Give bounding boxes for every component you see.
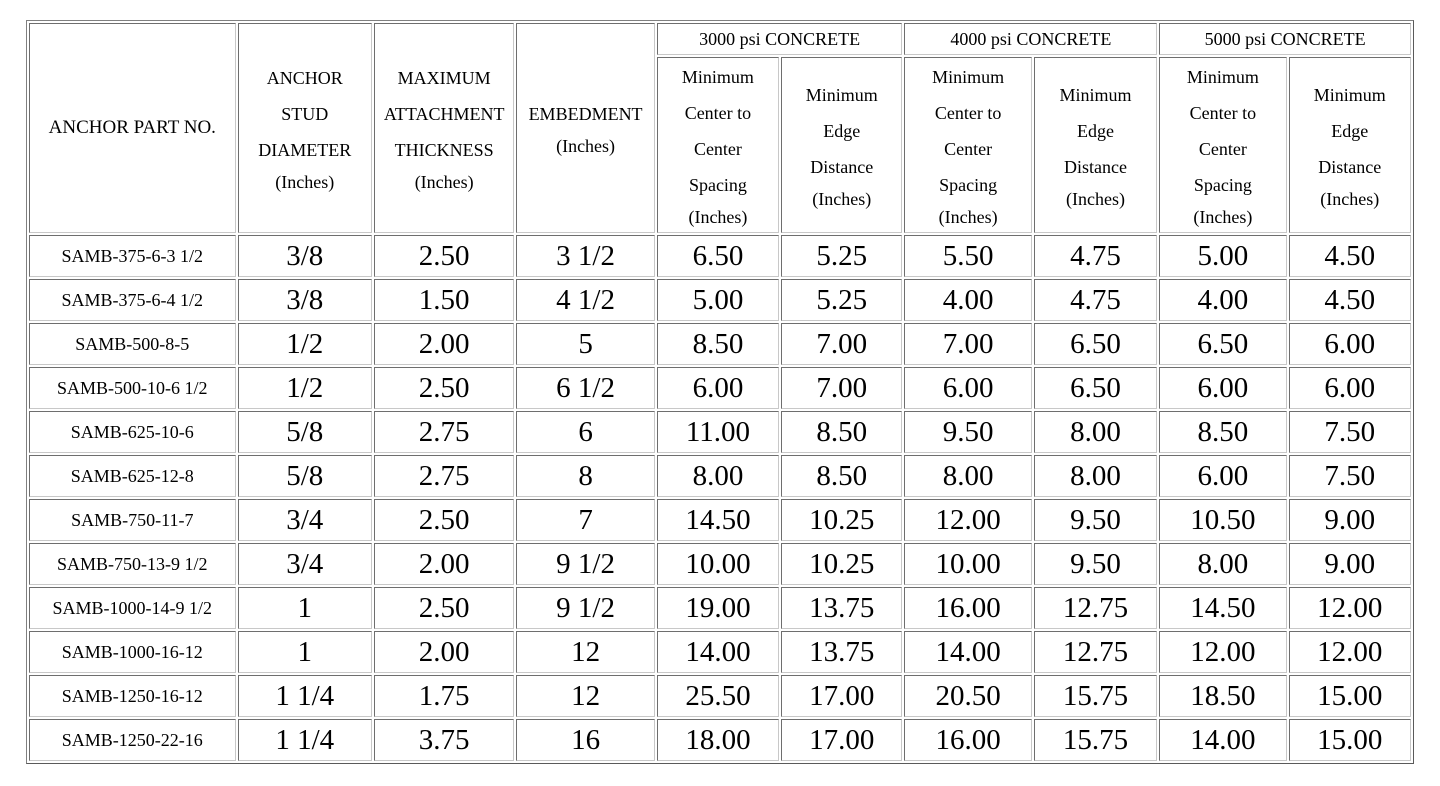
header-spacing-unit: (Inches) — [1193, 207, 1253, 227]
cell-edge-3000: 17.00 — [781, 675, 902, 717]
anchor-spec-table-wrapper — [26, 20, 1414, 764]
cell-max-attachment: 2.00 — [374, 323, 514, 365]
cell-stud-diameter: 5/8 — [238, 411, 372, 453]
cell-max-attachment: 2.50 — [374, 367, 514, 409]
cell-spacing-3000: 25.50 — [657, 675, 779, 717]
cell-max-attachment: 2.50 — [374, 235, 514, 277]
cell-edge-4000: 4.75 — [1034, 235, 1157, 277]
header-spacing-line: Center — [1198, 139, 1247, 159]
cell-edge-5000: 15.00 — [1289, 719, 1411, 761]
cell-spacing-3000: 6.00 — [657, 367, 779, 409]
header-edge-line: Distance — [1318, 157, 1382, 177]
cell-embedment: 3 1/2 — [516, 235, 654, 277]
header-spacing-line: Spacing — [1193, 175, 1252, 195]
cell-spacing-4000: 20.50 — [904, 675, 1031, 717]
table-row — [29, 279, 1411, 321]
header-edge-5000 — [1289, 57, 1411, 233]
cell-spacing-4000: 14.00 — [904, 631, 1031, 673]
header-spacing-line: Center to — [684, 103, 752, 123]
header-stud-diameter-unit: (Inches) — [275, 172, 335, 192]
cell-spacing-3000: 14.50 — [657, 499, 779, 541]
header-embedment-unit: (Inches) — [556, 136, 616, 156]
cell-edge-3000: 5.25 — [781, 279, 902, 321]
cell-spacing-3000: 8.50 — [657, 323, 779, 365]
cell-stud-diameter: 1 1/4 — [238, 675, 372, 717]
cell-max-attachment: 1.50 — [374, 279, 514, 321]
cell-max-attachment: 2.00 — [374, 543, 514, 585]
table-row — [29, 543, 1411, 585]
cell-max-attachment: 3.75 — [374, 719, 514, 761]
cell-spacing-4000: 9.50 — [904, 411, 1031, 453]
cell-spacing-3000: 5.00 — [657, 279, 779, 321]
cell-edge-5000: 9.00 — [1289, 543, 1411, 585]
cell-edge-4000: 15.75 — [1034, 675, 1157, 717]
header-max-attachment-line: ATTACHMENT — [383, 104, 505, 124]
cell-stud-diameter: 1 — [238, 631, 372, 673]
header-edge-line: Minimum — [805, 85, 878, 105]
header-edge-line: Minimum — [1313, 85, 1386, 105]
cell-stud-diameter: 3/8 — [238, 235, 372, 277]
cell-embedment: 12 — [516, 675, 654, 717]
cell-spacing-5000: 18.50 — [1159, 675, 1286, 717]
header-spacing-5000 — [1159, 57, 1286, 233]
table-row — [29, 719, 1411, 761]
cell-spacing-4000: 7.00 — [904, 323, 1031, 365]
cell-edge-3000: 8.50 — [781, 455, 902, 497]
cell-part-no: SAMB-375-6-3 1/2 — [29, 235, 236, 277]
cell-spacing-4000: 5.50 — [904, 235, 1031, 277]
header-edge-line: Minimum — [1059, 85, 1132, 105]
cell-stud-diameter: 1/2 — [238, 367, 372, 409]
header-embedment-line: EMBEDMENT — [528, 104, 643, 124]
cell-embedment: 6 1/2 — [516, 367, 654, 409]
header-spacing-line: Minimum — [681, 67, 754, 87]
cell-edge-3000: 17.00 — [781, 719, 902, 761]
cell-edge-3000: 7.00 — [781, 323, 902, 365]
table-row — [29, 675, 1411, 717]
cell-part-no: SAMB-625-10-6 — [29, 411, 236, 453]
cell-embedment: 9 1/2 — [516, 543, 654, 585]
cell-edge-4000: 8.00 — [1034, 411, 1157, 453]
header-edge-line: Distance — [1064, 157, 1127, 177]
cell-edge-5000: 12.00 — [1289, 631, 1411, 673]
cell-embedment: 9 1/2 — [516, 587, 654, 629]
cell-embedment: 5 — [516, 323, 654, 365]
header-spacing-unit: (Inches) — [938, 207, 998, 227]
cell-embedment: 4 1/2 — [516, 279, 654, 321]
header-group-5000psi: 5000 psi CONCRETE — [1159, 23, 1411, 55]
header-spacing-line: Minimum — [1186, 67, 1259, 87]
cell-max-attachment: 2.75 — [374, 411, 514, 453]
header-part-no: ANCHOR PART NO. — [29, 23, 236, 233]
cell-max-attachment: 2.00 — [374, 631, 514, 673]
cell-spacing-5000: 14.50 — [1159, 587, 1286, 629]
cell-spacing-4000: 4.00 — [904, 279, 1031, 321]
cell-spacing-4000: 10.00 — [904, 543, 1031, 585]
header-edge-unit: (Inches) — [1320, 189, 1380, 209]
table-row — [29, 367, 1411, 409]
cell-spacing-5000: 4.00 — [1159, 279, 1286, 321]
header-edge-3000 — [781, 57, 902, 233]
header-edge-unit: (Inches) — [1066, 189, 1125, 209]
cell-spacing-3000: 8.00 — [657, 455, 779, 497]
cell-part-no: SAMB-750-13-9 1/2 — [29, 543, 236, 585]
table-row — [29, 455, 1411, 497]
cell-spacing-3000: 6.50 — [657, 235, 779, 277]
cell-spacing-3000: 18.00 — [657, 719, 779, 761]
cell-edge-5000: 6.00 — [1289, 323, 1411, 365]
header-stud-diameter-line: STUD — [281, 104, 329, 124]
cell-spacing-5000: 10.50 — [1159, 499, 1286, 541]
cell-max-attachment: 2.50 — [374, 587, 514, 629]
header-group-4000psi: 4000 psi CONCRETE — [904, 23, 1157, 55]
cell-embedment: 8 — [516, 455, 654, 497]
table-row — [29, 587, 1411, 629]
cell-stud-diameter: 3/4 — [238, 543, 372, 585]
cell-edge-3000: 10.25 — [781, 499, 902, 541]
cell-edge-4000: 15.75 — [1034, 719, 1157, 761]
header-spacing-line: Spacing — [688, 175, 747, 195]
cell-max-attachment: 1.75 — [374, 675, 514, 717]
header-stud-diameter-line: ANCHOR — [266, 68, 343, 88]
cell-edge-4000: 9.50 — [1034, 543, 1157, 585]
cell-spacing-5000: 8.00 — [1159, 543, 1286, 585]
cell-edge-3000: 5.25 — [781, 235, 902, 277]
cell-edge-3000: 10.25 — [781, 543, 902, 585]
header-max-attachment-line: THICKNESS — [394, 140, 494, 160]
header-spacing-line: Center — [944, 139, 993, 159]
cell-part-no: SAMB-375-6-4 1/2 — [29, 279, 236, 321]
cell-spacing-5000: 6.00 — [1159, 455, 1286, 497]
header-group-3000psi: 3000 psi CONCRETE — [657, 23, 903, 55]
anchor-spec-table — [26, 20, 1414, 764]
header-stud-diameter — [238, 23, 372, 233]
cell-spacing-5000: 14.00 — [1159, 719, 1286, 761]
cell-edge-3000: 13.75 — [781, 587, 902, 629]
cell-edge-4000: 6.50 — [1034, 323, 1157, 365]
header-edge-line: Distance — [810, 157, 874, 177]
cell-part-no: SAMB-500-8-5 — [29, 323, 236, 365]
header-spacing-line: Center — [693, 139, 742, 159]
cell-spacing-5000: 5.00 — [1159, 235, 1286, 277]
cell-part-no: SAMB-1000-14-9 1/2 — [29, 587, 236, 629]
header-spacing-line: Spacing — [939, 175, 998, 195]
cell-edge-4000: 12.75 — [1034, 587, 1157, 629]
header-stud-diameter-line: DIAMETER — [258, 140, 352, 160]
cell-spacing-4000: 16.00 — [904, 719, 1031, 761]
cell-edge-4000: 8.00 — [1034, 455, 1157, 497]
cell-spacing-5000: 12.00 — [1159, 631, 1286, 673]
cell-spacing-4000: 6.00 — [904, 367, 1031, 409]
cell-edge-5000: 6.00 — [1289, 367, 1411, 409]
header-max-attachment-line: MAXIMUM — [397, 68, 491, 88]
header-edge-unit: (Inches) — [812, 189, 872, 209]
cell-spacing-3000: 10.00 — [657, 543, 779, 585]
cell-edge-3000: 7.00 — [781, 367, 902, 409]
header-spacing-line: Center to — [934, 103, 1002, 123]
cell-spacing-3000: 14.00 — [657, 631, 779, 673]
cell-embedment: 7 — [516, 499, 654, 541]
header-edge-line: Edge — [823, 121, 861, 141]
cell-stud-diameter: 1/2 — [238, 323, 372, 365]
cell-max-attachment: 2.50 — [374, 499, 514, 541]
cell-edge-4000: 4.75 — [1034, 279, 1157, 321]
table-row — [29, 631, 1411, 673]
cell-spacing-5000: 6.00 — [1159, 367, 1286, 409]
cell-spacing-4000: 12.00 — [904, 499, 1031, 541]
cell-edge-5000: 15.00 — [1289, 675, 1411, 717]
header-edge-4000 — [1034, 57, 1157, 233]
header-spacing-3000 — [657, 57, 779, 233]
cell-stud-diameter: 1 1/4 — [238, 719, 372, 761]
header-edge-line: Edge — [1331, 121, 1369, 141]
table-row — [29, 235, 1411, 277]
table-row — [29, 323, 1411, 365]
header-max-attachment — [374, 23, 514, 233]
cell-part-no: SAMB-625-12-8 — [29, 455, 236, 497]
cell-stud-diameter: 3/8 — [238, 279, 372, 321]
cell-spacing-3000: 11.00 — [657, 411, 779, 453]
cell-spacing-5000: 8.50 — [1159, 411, 1286, 453]
header-edge-line: Edge — [1077, 121, 1114, 141]
cell-part-no: SAMB-1250-22-16 — [29, 719, 236, 761]
cell-spacing-3000: 19.00 — [657, 587, 779, 629]
cell-spacing-4000: 16.00 — [904, 587, 1031, 629]
cell-edge-5000: 12.00 — [1289, 587, 1411, 629]
cell-part-no: SAMB-1250-16-12 — [29, 675, 236, 717]
header-embedment — [516, 23, 654, 233]
cell-stud-diameter: 1 — [238, 587, 372, 629]
cell-edge-5000: 4.50 — [1289, 235, 1411, 277]
cell-edge-4000: 9.50 — [1034, 499, 1157, 541]
table-row — [29, 499, 1411, 541]
table-row — [29, 411, 1411, 453]
cell-part-no: SAMB-750-11-7 — [29, 499, 236, 541]
cell-edge-4000: 6.50 — [1034, 367, 1157, 409]
cell-edge-3000: 8.50 — [781, 411, 902, 453]
cell-spacing-4000: 8.00 — [904, 455, 1031, 497]
cell-part-no: SAMB-1000-16-12 — [29, 631, 236, 673]
cell-edge-5000: 7.50 — [1289, 455, 1411, 497]
cell-embedment: 16 — [516, 719, 654, 761]
header-max-attachment-unit: (Inches) — [414, 172, 474, 192]
cell-edge-5000: 7.50 — [1289, 411, 1411, 453]
cell-stud-diameter: 3/4 — [238, 499, 372, 541]
cell-edge-4000: 12.75 — [1034, 631, 1157, 673]
header-spacing-line: Center to — [1189, 103, 1257, 123]
cell-max-attachment: 2.75 — [374, 455, 514, 497]
cell-edge-5000: 9.00 — [1289, 499, 1411, 541]
cell-part-no: SAMB-500-10-6 1/2 — [29, 367, 236, 409]
header-spacing-4000 — [904, 57, 1031, 233]
cell-stud-diameter: 5/8 — [238, 455, 372, 497]
cell-embedment: 6 — [516, 411, 654, 453]
cell-edge-5000: 4.50 — [1289, 279, 1411, 321]
header-spacing-unit: (Inches) — [688, 207, 748, 227]
cell-edge-3000: 13.75 — [781, 631, 902, 673]
table-body — [29, 235, 1411, 761]
cell-spacing-5000: 6.50 — [1159, 323, 1286, 365]
cell-embedment: 12 — [516, 631, 654, 673]
header-spacing-line: Minimum — [932, 67, 1005, 87]
